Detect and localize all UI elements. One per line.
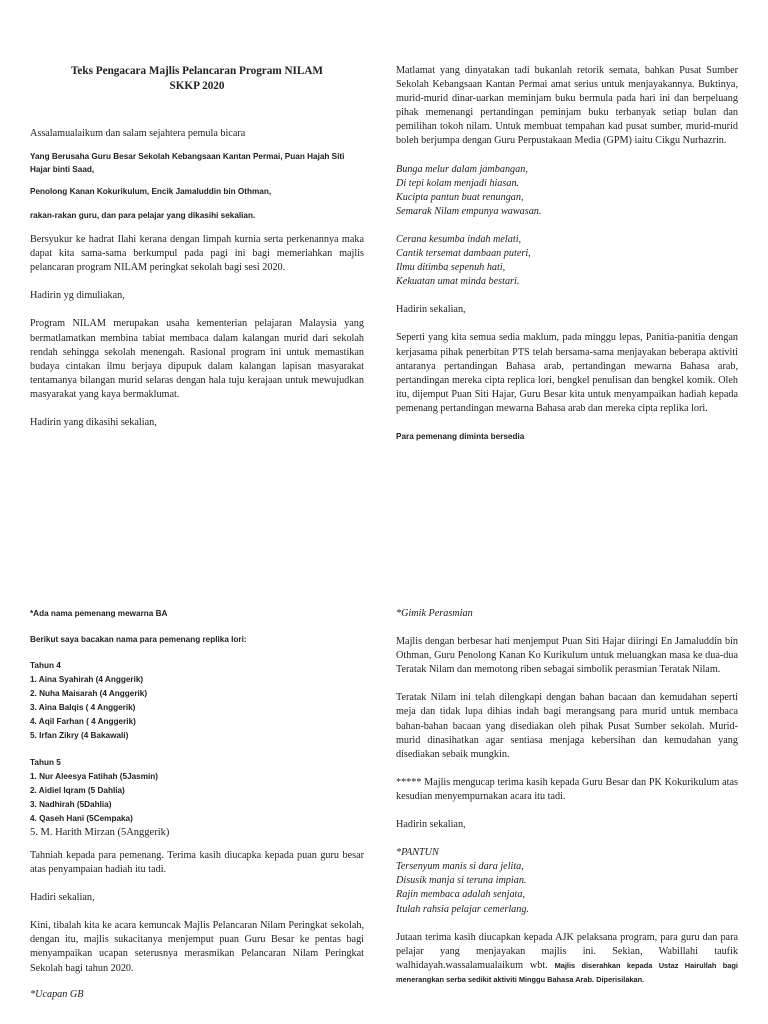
pantun-2 <box>396 233 738 289</box>
winners-list-tahun-4 <box>30 673 364 743</box>
note-pemenang-mewarna: *Ada nama pemenang mewarna BA <box>30 609 168 618</box>
salutation-hadirin-2: Hadirin yang dikasihi sekalian, <box>30 417 157 429</box>
pantun-line: Disusik manja si teruna impian. <box>396 875 527 887</box>
intro-pemenang-replika: Berikut saya bacakan nama para pemenang replika lori: <box>30 635 247 644</box>
pantun-line: Itulah rahsia pelajar cemerlang. <box>396 903 529 915</box>
right-bottom-column <box>396 607 738 987</box>
paragraph-aktiviti: Seperti yang kita semua sedia maklum, pada minggu lepas, Panitia-panitia dengan kerjasama pihak penerbitan PTS telah bersama-sama menjayakan beberapa aktiviti antaranya pertandingan Bahasa arab, pertandingan mewarna Bahasa arab, pertandingan mereka cipta replica lori, bengkel penulisan dan bengkel komik. Oleh itu, dijemput Puan Siti Hajar, Guru Besar kita untuk menyampaikan hadiah kepada pemenang pertandingan mewarna Bahasa arab dan mereka cipta replika lori. <box>396 332 738 414</box>
paragraph-acara-kemuncak: Kini, tibalah kita ke acara kemuncak Majlis Pelancaran Nilam Peringkat sekolah, dengan itu, majlis sukacitanya menjemput puan Guru Besar ke pentas bagi menyampaikan ucapan seterusnya merasmikan Pelancaran Nilam Peringkat Sekolah bagi tahun 2020. <box>30 920 364 974</box>
pantun-line: Tersenyum manis si dara jelita, <box>396 861 524 873</box>
closing-thanks-text: Jutaan terima kasih diucapkan kepada AJK pelaksana program, para guru dan para pelajar yang menjayakan majlis ini. Sekian, Wabillahi taufik walhidayah.wassalamualaikum wbt. <box>396 931 738 971</box>
address-penolong-kanan: Penolong Kanan Kokurikulum, Encik Jamaluddin bin Othman, <box>30 187 272 197</box>
list-item: 2. Nuha Maisarah (4 Anggerik) <box>30 689 148 698</box>
pantun-closing <box>396 846 738 916</box>
list-item: 2. Aidiel Iqram (5 Dahlia) <box>30 786 125 795</box>
note-gimik-perasmian: *Gimik Perasmian <box>396 608 473 619</box>
salutation-hadirin: Hadirin sekalian, <box>396 819 466 831</box>
winners-list-tahun-5 <box>30 770 364 826</box>
right-top-column <box>396 64 738 444</box>
pantun-title: *PANTUN <box>396 847 439 859</box>
pantun-1 <box>396 163 738 219</box>
paragraph-gimik: Majlis dengan berbesar hati menjemput Puan Siti Hajar diiringi En Jamaluddin bin Othman, Guru Penolong Kanan Ko Kurikulum untuk meluangkan masa ke dua-dua Teratak Nilam dan memotong riben sebagai simbolik perasmian Teratak Nilam. <box>396 636 738 676</box>
left-top-column <box>30 64 364 430</box>
pantun-line: Di tepi kolam menjadi hiasan. <box>396 177 520 189</box>
pantun-line: Ilmu ditimba sepenuh hati, <box>396 262 506 274</box>
group-title-tahun-4: Tahun 4 <box>30 661 61 670</box>
paragraph-opening: Bersyukur ke hadrat Ilahi kerana dengan limpah kurnia serta perkenannya maka dapat kita sama-sama berkumpul pada pagi ini bagi memeriahkan majlis pelancaran program NILAM peringkat sekolah bagi sesi 2020. <box>30 234 364 274</box>
address-guru-besar: Yang Berusaha Guru Besar Sekolah Kebangsaan Kantan Permai, Puan Hajah Siti Hajar binti Saad, <box>30 152 345 175</box>
list-item: 5. Irfan Zikry (4 Bakawali) <box>30 731 129 740</box>
list-item: 3. Nadhirah (5Dahlia) <box>30 800 112 809</box>
left-bottom-column <box>30 607 364 1002</box>
document-title <box>30 64 364 94</box>
paragraph-teratak-nilam: Teratak Nilam ini telah dilengkapi dengan bahan bacaan dan kemudahan seperti meja dan tidak lupa dihias indah bagi merangsang para murid untuk membaca bahan-bahan bacaan yang disediakan oleh pihak Pusat Sumber sekolah. Murid-murid dinasihatkan agar sentiasa menjaga kebersihan dan kemudahan yang disediakan sebaik mungkin. <box>396 692 738 760</box>
pantun-line: Bunga melur dalam jambangan, <box>396 163 528 175</box>
pantun-line: Kekuatan umat minda bestari. <box>396 276 520 288</box>
title-line-1: Teks Pengacara Majlis Pelancaran Program NILAM <box>71 65 323 77</box>
salutation-hadirin: Hadirin sekalian, <box>396 304 466 316</box>
salutation-hadiri: Hadiri sekalian, <box>30 892 95 904</box>
title-line-2: SKKP 2020 <box>169 80 225 92</box>
paragraph-matlamat: Matlamat yang dinyatakan tadi bukanlah retorik semata, bahkan Pusat Sumber Sekolah Kebangsaan Kantan Permai amat serius untuk menjayakannya. Buktinya, murid-murid dinar-uarkan meminjam buku bermula pada hari ini dan berpeluang pihak memenangi pertandingan peminjam buku terbanyak setiap bulan dan pemilihan tokoh nilam. Untuk membuat tempahan kad pusat sumber, murid-murid boleh berjumpa dengan Guru Perpustakaan Media (GPM) iaitu Cikgu Nurhazrin. <box>396 65 738 147</box>
greeting: Assalamualaikum dan salam sejahtera pemula bicara <box>30 128 246 139</box>
paragraph-terima-kasih-gb: ***** Majlis mengucap terima kasih kepada Guru Besar dan PK Kokurikulum atas kesudian menyempurnakan acara itu tadi. <box>396 776 738 802</box>
pantun-line: Kucipta pantun buat renungan, <box>396 191 524 203</box>
salutation-hadirin-1: Hadirin yg dimuliakan, <box>30 290 125 302</box>
list-item: 1. Aina Syahirah (4 Anggerik) <box>30 675 144 684</box>
paragraph-tahniah: Tahniah kepada para pemenang. Terima kasih diucapka kepada puan guru besar atas penyampaian hadiah itu tadi. <box>30 850 364 876</box>
address-audience: rakan-rakan guru, dan para pelajar yang dikasihi sekalian. <box>30 211 256 221</box>
group-title-tahun-5: Tahun 5 <box>30 758 61 767</box>
list-item: 3. Aina Balqis ( 4 Anggerik) <box>30 703 136 712</box>
pantun-line: Cerana kesumba indah melati, <box>396 233 522 245</box>
list-item: 4. Qaseh Hani (5Cempaka) <box>30 814 133 823</box>
pantun-line: Cantik tersemat dambaan puteri, <box>396 248 531 260</box>
pantun-line: Semarak Nilam empunya wawasan. <box>396 205 542 217</box>
list-item: 5. M. Harith Mirzan (5Anggerik) <box>30 827 170 838</box>
note-ucapan-gb: *Ucapan GB <box>30 988 84 1000</box>
list-item: 4. Aqil Farhan ( 4 Anggerik) <box>30 717 136 726</box>
list-item: 1. Nur Aleesya Fatihah (5Jasmin) <box>30 772 159 781</box>
note-pemenang-bersedia: Para pemenang diminta bersedia <box>396 431 525 441</box>
pantun-line: Rajin membaca adalah senjata, <box>396 889 526 901</box>
closing-handover-text: Majlis diserahkan kepada Ustaz Hairullah bagi menerangkan serba sedikit aktiviti Minggu Bahasa Arab. Diperisilakan. <box>396 960 738 984</box>
paragraph-penutup <box>396 931 738 987</box>
paragraph-program-nilam: Program NILAM merupakan usaha kementerian pelajaran Malaysia yang bermatlamatkan membina tabiat membaca dalam kalangan murid dari sekolah rendah sehingga sekolah menengah. Rasional program ini untuk memastikan budaya cintakan ilmu berjaya dipupuk dalam kalangan lapisan masyarakat tentamanya bilangan murid selaras dengan hala tuju kerajaan untuk mewujudkan masyarakat yang kaya bermaklumat. <box>30 318 364 400</box>
